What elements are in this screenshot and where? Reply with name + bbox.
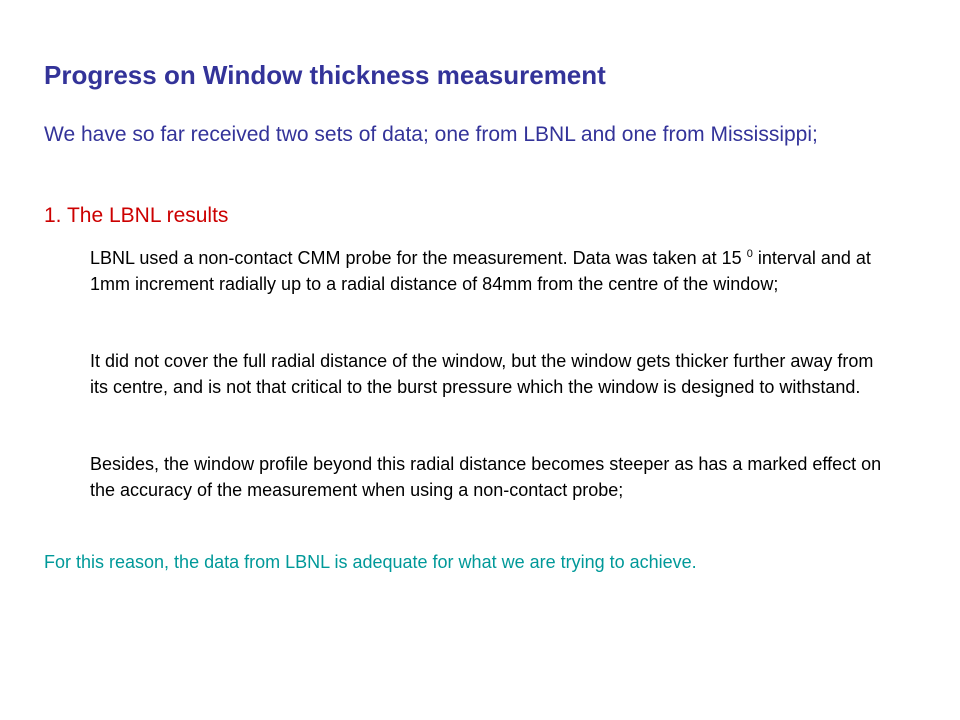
paragraph-text: interval and at 1mm increment radially up to a radial distance of 84mm from the centre of the window; <box>90 248 871 294</box>
paragraph-text: LBNL used a non-contact CMM probe for the measurement. Data was taken at 15 <box>90 248 747 268</box>
superscript-degree: 0 <box>746 248 753 260</box>
paragraph-measurement-method <box>90 245 890 297</box>
intro-text: We have so far received two sets of data; one from LBNL and one from Mississippi; <box>44 123 818 146</box>
conclusion-text: For this reason, the data from LBNL is adequate for what we are trying to achieve. <box>44 552 697 572</box>
slide-title: Progress on Window thickness measurement <box>44 60 606 90</box>
paragraph-coverage: It did not cover the full radial distance of the window, but the window gets thicker further away from its centre, and is not that critical to the burst pressure which the window is designed to withstand. <box>90 351 874 397</box>
paragraph-profile: Besides, the window profile beyond this radial distance becomes steeper as has a marked effect on the accuracy of the measurement when using a non-contact probe; <box>90 454 882 500</box>
section-heading: 1. The LBNL results <box>44 204 229 227</box>
